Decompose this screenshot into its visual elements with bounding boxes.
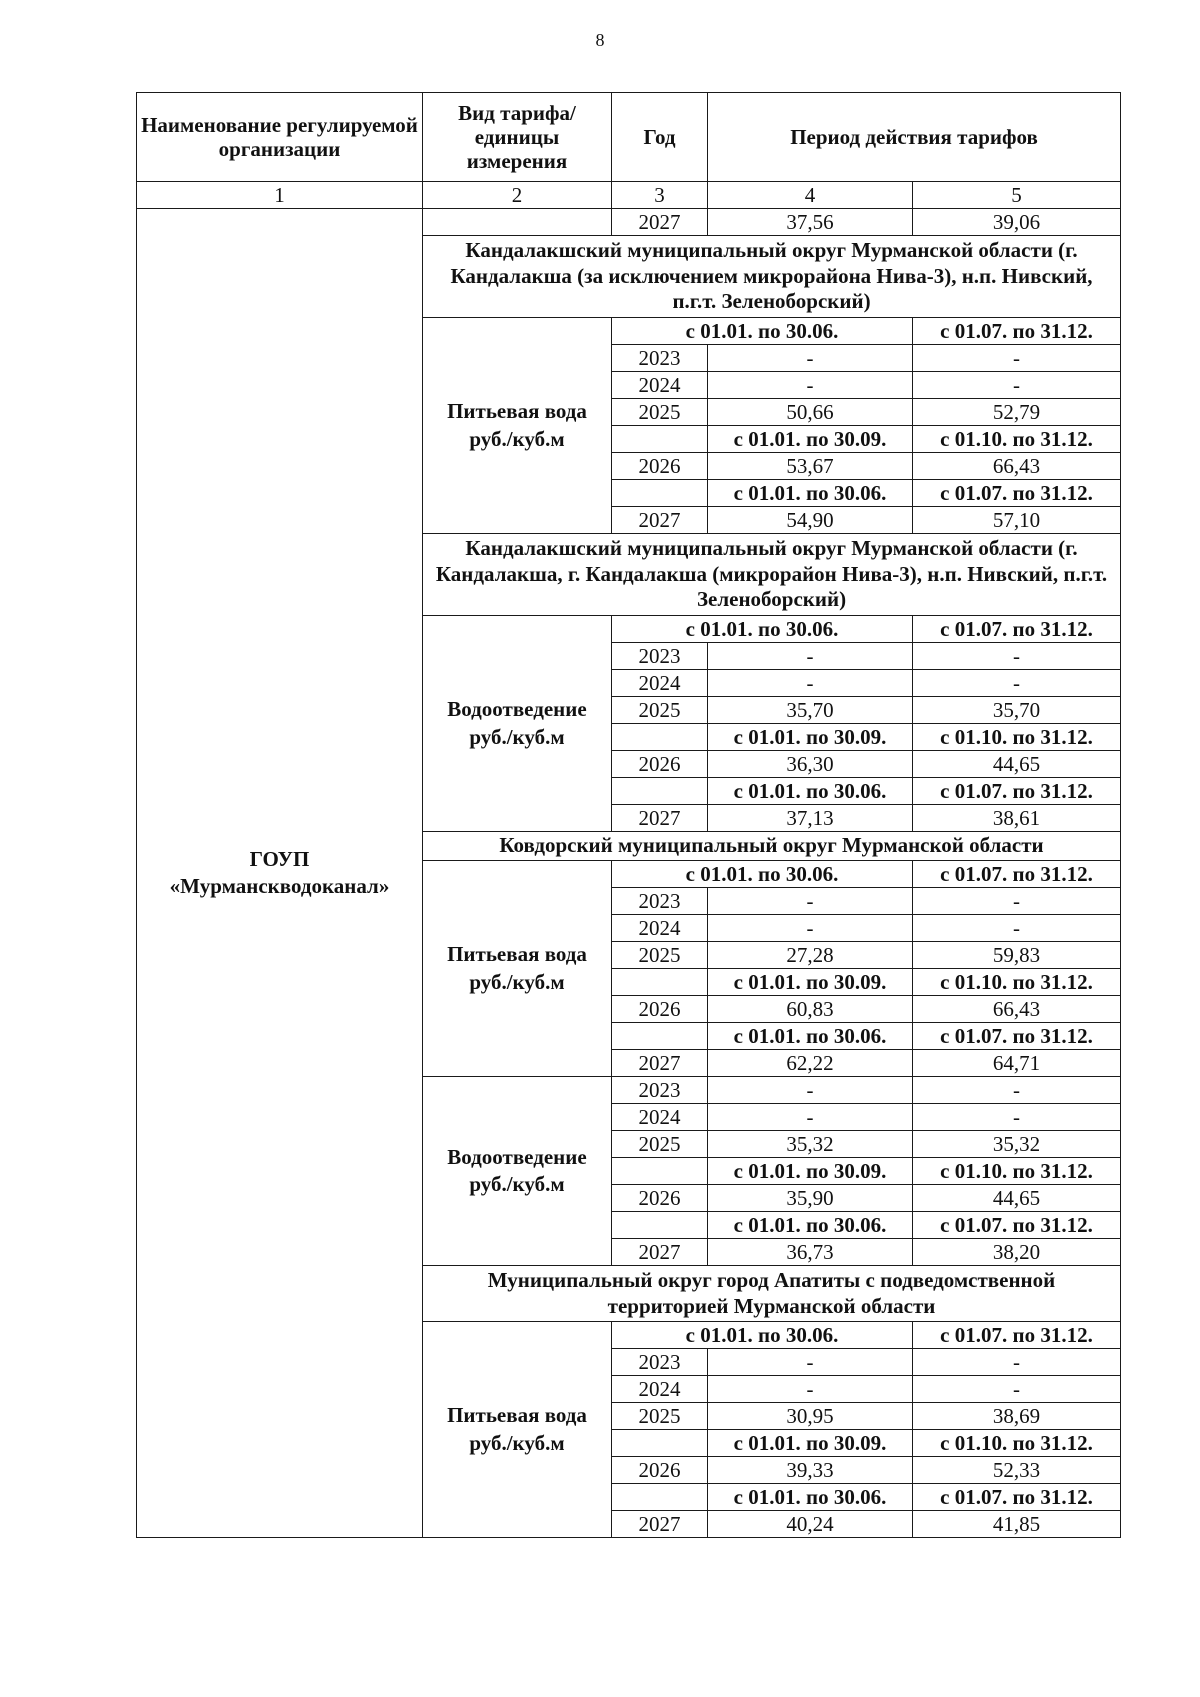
value-cell: 41,85 — [913, 1511, 1121, 1538]
period-header: с 01.01. по 30.09. — [708, 724, 913, 751]
value-cell: 54,90 — [708, 507, 913, 534]
period-header: с 01.10. по 31.12. — [913, 1158, 1121, 1185]
year-cell-empty — [612, 778, 708, 805]
value-cell: 64,71 — [913, 1050, 1121, 1077]
value-cell: - — [708, 1104, 913, 1131]
year-cell: 2024 — [612, 1376, 708, 1403]
value-cell: 50,66 — [708, 399, 913, 426]
period-header: с 01.10. по 31.12. — [913, 1430, 1121, 1457]
value-cell: - — [708, 670, 913, 697]
period-header: с 01.01. по 30.09. — [708, 1430, 913, 1457]
tariff-type: Питьевая вода руб./куб.м — [423, 1322, 612, 1538]
tariff-type: Водоотведение руб./куб.м — [423, 616, 612, 832]
period-header: с 01.10. по 31.12. — [913, 724, 1121, 751]
period-header: с 01.10. по 31.12. — [913, 969, 1121, 996]
year-cell-empty — [612, 426, 708, 453]
period-header: с 01.07. по 31.12. — [913, 1484, 1121, 1511]
value-cell: 59,83 — [913, 942, 1121, 969]
value-cell: 38,69 — [913, 1403, 1121, 1430]
column-number: 1 — [137, 182, 423, 209]
value-cell: 57,10 — [913, 507, 1121, 534]
period-header: с 01.01. по 30.06. — [708, 1212, 913, 1239]
value-cell: 44,65 — [913, 1185, 1121, 1212]
value-cell: 38,61 — [913, 805, 1121, 832]
value-cell: 35,90 — [708, 1185, 913, 1212]
year-cell-empty — [612, 1023, 708, 1050]
header-year: Год — [612, 93, 708, 182]
period-header: с 01.01. по 30.06. — [708, 480, 913, 507]
value-cell: - — [913, 1349, 1121, 1376]
column-number: 2 — [423, 182, 612, 209]
value-cell: 36,73 — [708, 1239, 913, 1266]
organization-name: ГОУП «Мурманскводоканал» — [137, 209, 423, 1538]
value-cell: 44,65 — [913, 751, 1121, 778]
column-number: 4 — [708, 182, 913, 209]
table-row — [137, 209, 1121, 236]
area-title: Муниципальный округ город Апатиты с подведомственной территорией Мурманской области — [423, 1266, 1121, 1322]
value-cell: - — [913, 888, 1121, 915]
value-cell: 35,32 — [708, 1131, 913, 1158]
year-cell: 2027 — [612, 805, 708, 832]
area-title: Кандалакшский муниципальный округ Мурманской области (г. Кандалакша, г. Кандалакша (микрорайон Нива-3), н.п. Нивский, п.г.т. Зеленоборский) — [423, 534, 1121, 616]
period-header: с 01.10. по 31.12. — [913, 426, 1121, 453]
year-cell: 2026 — [612, 751, 708, 778]
year-cell: 2024 — [612, 1104, 708, 1131]
value-cell: 35,32 — [913, 1131, 1121, 1158]
period-header: с 01.01. по 30.06. — [612, 318, 913, 345]
year-cell: 2024 — [612, 372, 708, 399]
column-number: 5 — [913, 182, 1121, 209]
period-header: с 01.01. по 30.06. — [612, 1322, 913, 1349]
value-cell: 53,67 — [708, 453, 913, 480]
value-cell: 38,20 — [913, 1239, 1121, 1266]
period-header: с 01.07. по 31.12. — [913, 1023, 1121, 1050]
year-cell: 2024 — [612, 915, 708, 942]
tariff-type: Питьевая вода руб./куб.м — [423, 318, 612, 534]
period-header: с 01.07. по 31.12. — [913, 778, 1121, 805]
value-cell: - — [708, 345, 913, 372]
period-header: с 01.07. по 31.12. — [913, 1212, 1121, 1239]
year-cell: 2027 — [612, 209, 708, 236]
tariff-table — [136, 92, 1121, 1538]
year-cell: 2024 — [612, 670, 708, 697]
year-cell: 2025 — [612, 1403, 708, 1430]
value-cell: - — [913, 1376, 1121, 1403]
period-header: с 01.01. по 30.09. — [708, 969, 913, 996]
period-header: с 01.01. по 30.09. — [708, 426, 913, 453]
area-title: Ковдорский муниципальный округ Мурманской области — [423, 832, 1121, 861]
value-cell: - — [708, 915, 913, 942]
tariff-type: Водоотведение руб./куб.м — [423, 1077, 612, 1266]
year-cell-empty — [612, 969, 708, 996]
year-cell: 2027 — [612, 507, 708, 534]
year-cell: 2026 — [612, 1185, 708, 1212]
value-cell: - — [708, 643, 913, 670]
year-cell-empty — [612, 480, 708, 507]
value-cell: - — [913, 345, 1121, 372]
value-cell: 66,43 — [913, 996, 1121, 1023]
period-header: с 01.07. по 31.12. — [913, 861, 1121, 888]
period-header: с 01.07. по 31.12. — [913, 1322, 1121, 1349]
value-cell: 40,24 — [708, 1511, 913, 1538]
year-cell-empty — [612, 1212, 708, 1239]
year-cell-empty — [612, 724, 708, 751]
value-cell: 39,06 — [913, 209, 1121, 236]
header-organization: Наименование регулируемой организации — [137, 93, 423, 182]
tariff-type: Питьевая вода руб./куб.м — [423, 861, 612, 1077]
period-header: с 01.07. по 31.12. — [913, 318, 1121, 345]
value-cell: 60,83 — [708, 996, 913, 1023]
year-cell: 2025 — [612, 942, 708, 969]
period-header: с 01.01. по 30.06. — [612, 616, 913, 643]
column-number-row — [137, 182, 1121, 209]
year-cell: 2023 — [612, 888, 708, 915]
value-cell: - — [708, 1349, 913, 1376]
value-cell: 36,30 — [708, 751, 913, 778]
period-header: с 01.01. по 30.06. — [612, 861, 913, 888]
year-cell: 2026 — [612, 996, 708, 1023]
value-cell: - — [913, 1077, 1121, 1104]
period-header: с 01.07. по 31.12. — [913, 480, 1121, 507]
year-cell: 2026 — [612, 1457, 708, 1484]
period-header: с 01.01. по 30.06. — [708, 1023, 913, 1050]
year-cell: 2026 — [612, 453, 708, 480]
year-cell: 2027 — [612, 1239, 708, 1266]
value-cell: 35,70 — [913, 697, 1121, 724]
page-number: 8 — [595, 30, 605, 50]
value-cell: 37,13 — [708, 805, 913, 832]
year-cell: 2023 — [612, 643, 708, 670]
value-cell: 52,33 — [913, 1457, 1121, 1484]
tariff-type-empty — [423, 209, 612, 236]
value-cell: - — [913, 915, 1121, 942]
value-cell: 62,22 — [708, 1050, 913, 1077]
year-cell-empty — [612, 1430, 708, 1457]
header-tariff-type: Вид тарифа/ единицы измерения — [423, 93, 612, 182]
column-number: 3 — [612, 182, 708, 209]
value-cell: - — [913, 643, 1121, 670]
header-period: Период действия тарифов — [708, 93, 1121, 182]
year-cell: 2025 — [612, 697, 708, 724]
year-cell: 2023 — [612, 345, 708, 372]
period-header: с 01.01. по 30.06. — [708, 1484, 913, 1511]
value-cell: 30,95 — [708, 1403, 913, 1430]
year-cell: 2023 — [612, 1077, 708, 1104]
year-cell-empty — [612, 1158, 708, 1185]
year-cell: 2023 — [612, 1349, 708, 1376]
value-cell: - — [708, 888, 913, 915]
year-cell: 2025 — [612, 399, 708, 426]
value-cell: 35,70 — [708, 697, 913, 724]
year-cell: 2025 — [612, 1131, 708, 1158]
value-cell: 66,43 — [913, 453, 1121, 480]
value-cell: - — [913, 372, 1121, 399]
period-header: с 01.01. по 30.06. — [708, 778, 913, 805]
value-cell: - — [708, 1376, 913, 1403]
area-title: Кандалакшский муниципальный округ Мурманской области (г. Кандалакша (за исключением микрорайона Нива-3), н.п. Нивский, п.г.т. Зеленоборский) — [423, 236, 1121, 318]
period-header: с 01.07. по 31.12. — [913, 616, 1121, 643]
value-cell: 27,28 — [708, 942, 913, 969]
value-cell: 37,56 — [708, 209, 913, 236]
value-cell: 39,33 — [708, 1457, 913, 1484]
year-cell: 2027 — [612, 1050, 708, 1077]
year-cell-empty — [612, 1484, 708, 1511]
value-cell: - — [708, 372, 913, 399]
header-row — [137, 93, 1121, 182]
year-cell: 2027 — [612, 1511, 708, 1538]
value-cell: - — [708, 1077, 913, 1104]
value-cell: - — [913, 670, 1121, 697]
value-cell: - — [913, 1104, 1121, 1131]
value-cell: 52,79 — [913, 399, 1121, 426]
period-header: с 01.01. по 30.09. — [708, 1158, 913, 1185]
